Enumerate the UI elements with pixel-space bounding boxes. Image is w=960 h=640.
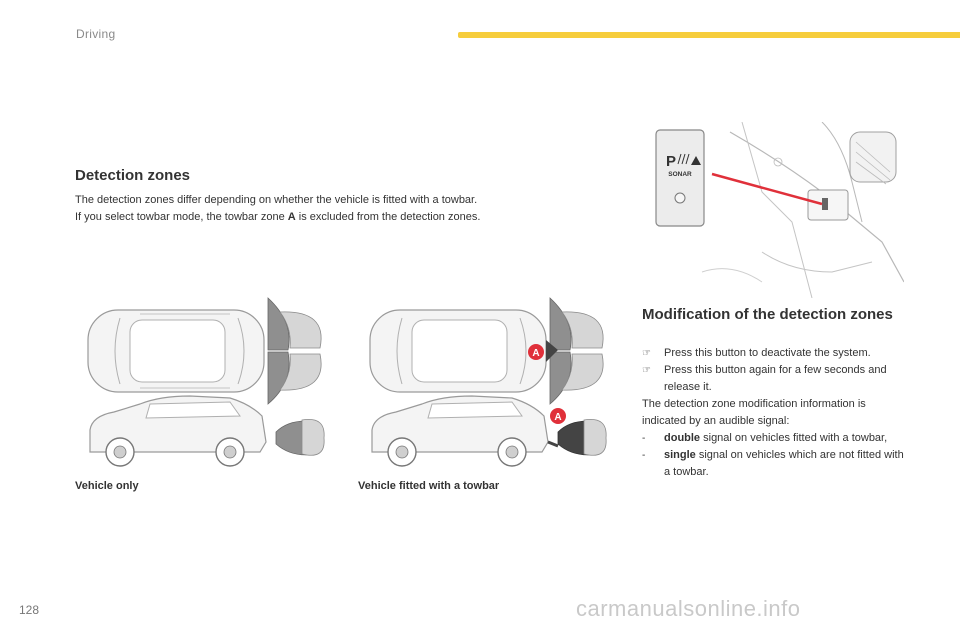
- list-item: ☞ Press this button to deactivate the system.: [642, 345, 907, 362]
- dashboard-sonar-button-illustration: [642, 122, 904, 298]
- caption-vehicle-only: Vehicle only: [75, 480, 139, 492]
- rear-side-detection-zone: [558, 419, 606, 455]
- modification-heading: Modification of the detection zones: [642, 306, 893, 323]
- caption-vehicle-towbar: Vehicle fitted with a towbar: [358, 480, 500, 492]
- car-top-view: [370, 310, 546, 392]
- finger-pointer-icon: ☞: [642, 348, 651, 359]
- svg-text:A: A: [532, 348, 540, 359]
- zone-a-marker-top: [528, 344, 544, 360]
- vehicle-only-illustration: [80, 292, 330, 472]
- button-indicator-icon: [675, 193, 685, 203]
- rear-side-detection-zone: [276, 419, 324, 455]
- dashboard-drawing: [702, 122, 904, 298]
- car-side-view: [372, 396, 558, 466]
- page-number: 128: [19, 603, 40, 617]
- list-item: ☞ Press this button again for a few seconds and release it.: [642, 362, 907, 396]
- sonar-label: SONAR: [668, 171, 692, 178]
- header-accent-bar: [458, 32, 960, 38]
- svg-text:A: A: [554, 412, 562, 423]
- finger-pointer-icon: ☞: [642, 365, 651, 376]
- zone-a-reference: A: [287, 211, 296, 223]
- list-item: - single signal on vehicles which are not fitted with a towbar.: [642, 449, 904, 478]
- signal-info-text: The detection zone modification information is indicated by an audible signal:: [642, 398, 866, 427]
- zone-a-marker-side: [550, 408, 566, 424]
- detection-line-2: If you select towbar mode, the towbar zone A is excluded from the detection zones.: [75, 211, 481, 223]
- parking-icon: P: [666, 153, 677, 170]
- modification-instructions: [642, 345, 907, 481]
- detection-line-1: The detection zones differ depending on whether the vehicle is fitted with a towbar.: [75, 194, 478, 206]
- car-top-view: [88, 310, 264, 392]
- callout-line: [712, 174, 822, 204]
- detection-zones-heading: Detection zones: [75, 167, 191, 184]
- watermark: carmanualsonline.info: [576, 596, 801, 621]
- vehicle-towbar-illustration: [362, 292, 612, 472]
- sonar-button-closeup: [656, 130, 704, 226]
- rear-detection-zones: [546, 298, 603, 404]
- car-side-view: [90, 396, 266, 466]
- section-title: Driving: [76, 27, 116, 41]
- rear-detection-zones: [268, 298, 321, 404]
- detection-zones-text: [75, 192, 575, 226]
- list-item: - double signal on vehicles fitted with a towbar,: [642, 432, 888, 444]
